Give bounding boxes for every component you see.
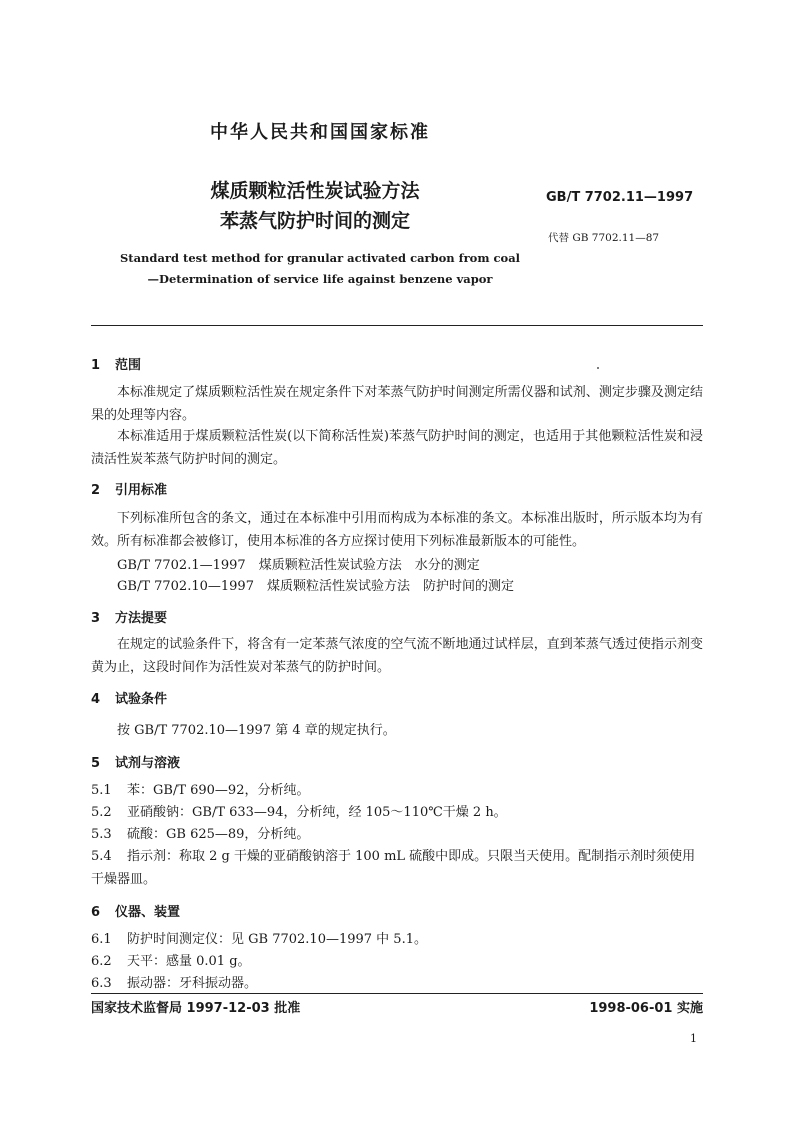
english-title-line2: —Determination of service life against benzene vapor bbox=[147, 272, 493, 286]
section-title: 试验条件 bbox=[115, 692, 168, 707]
section-number: 5 bbox=[91, 756, 101, 771]
item-text: 指示剂：称取 2 g 干燥的亚硝酸钠溶于 100 mL 硫酸中即成。只限当天使用。配制指示剂时须使用干燥器皿。 bbox=[91, 849, 696, 887]
chinese-title-line2: 苯蒸气防护时间的测定 bbox=[219, 210, 410, 232]
section-1-paragraph-1: 本标准规定了煤质颗粒活性炭在规定条件下对苯蒸气防护时间测定所需仪器和试剂、测定步骤及测定结果的处理等内容。 bbox=[91, 385, 703, 423]
item-number: 5.1 bbox=[91, 783, 112, 798]
section-title: 范围 bbox=[115, 358, 142, 373]
section-3-paragraph-1: 在规定的试验条件下，将含有一定苯蒸气浓度的空气流不断地通过试样层，直到苯蒸气透过使指示剂变黄为止，这段时间作为活性炭对苯蒸气的防护时间。 bbox=[91, 637, 703, 675]
item-number: 5.3 bbox=[91, 827, 112, 842]
english-title-line1: Standard test method for granular activated carbon from coal bbox=[119, 251, 521, 265]
section-1-paragraph-2: 本标准适用于煤质颗粒活性炭(以下简称活性炭)苯蒸气防护时间的测定，也适用于其他颗粒活性炭和浸渍活性炭苯蒸气防护时间的测定。 bbox=[91, 429, 703, 467]
item-number: 5.4 bbox=[91, 849, 112, 864]
item-text: 振动器：牙科振动器。 bbox=[127, 976, 258, 991]
item-number: 5.2 bbox=[91, 805, 112, 820]
item-text: 硫酸：GB 625—89，分析纯。 bbox=[127, 827, 310, 842]
item-number: 6.1 bbox=[91, 932, 112, 947]
item-6-3 bbox=[91, 972, 703, 995]
section-title: 方法提要 bbox=[115, 611, 168, 626]
reference-2: GB/T 7702.10—1997 煤质颗粒活性炭试验方法 防护时间的测定 bbox=[117, 579, 514, 594]
item-5-3 bbox=[91, 823, 703, 846]
implementation-date: 1998-06-01 实施 bbox=[589, 1001, 703, 1016]
item-text: 防护时间测定仪：见 GB 7702.10—1997 中 5.1。 bbox=[127, 932, 427, 947]
speck bbox=[597, 367, 599, 369]
approval-date: 国家技术监督局 1997-12-03 批准 bbox=[91, 1001, 301, 1016]
header-divider bbox=[91, 325, 703, 326]
item-text: 亚硝酸钠：GB/T 633—94，分析纯，经 105～110℃干燥 2 h。 bbox=[127, 805, 507, 820]
section-number: 4 bbox=[91, 692, 101, 707]
section-title: 引用标准 bbox=[115, 483, 168, 498]
page-number: 1 bbox=[690, 1032, 697, 1045]
item-text: 苯：GB/T 690—92，分析纯。 bbox=[127, 783, 310, 798]
item-5-4 bbox=[91, 845, 703, 891]
section-2-paragraph-1: 下列标准所包含的条文，通过在本标准中引用而构成为本标准的条文。本标准出版时，所示版本均为有效。所有标准都会被修订，使用本标准的各方应探讨使用下列标准最新版本的可能性。 bbox=[91, 511, 703, 549]
item-text: 天平：感量 0.01 g。 bbox=[127, 954, 251, 969]
national-standard-text: 中华人民共和国国家标准 bbox=[210, 122, 430, 143]
section-3-heading bbox=[91, 607, 167, 626]
section-4-paragraph-1: 按 GB/T 7702.10—1997 第 4 章的规定执行。 bbox=[117, 723, 396, 738]
replaces-note: 代替 GB 7702.11—87 bbox=[548, 232, 660, 244]
section-title: 仪器、装置 bbox=[115, 905, 181, 920]
section-6-heading bbox=[91, 901, 180, 920]
section-2-heading bbox=[91, 479, 167, 498]
item-number: 6.2 bbox=[91, 954, 112, 969]
section-number: 2 bbox=[91, 483, 101, 498]
section-number: 6 bbox=[91, 905, 101, 920]
section-number: 1 bbox=[91, 358, 101, 373]
reference-1: GB/T 7702.1—1997 煤质颗粒活性炭试验方法 水分的测定 bbox=[117, 558, 480, 573]
section-number: 3 bbox=[91, 611, 101, 626]
section-title: 试剂与溶液 bbox=[115, 756, 181, 771]
chinese-title-line1: 煤质颗粒活性炭试验方法 bbox=[210, 180, 420, 202]
item-number: 6.3 bbox=[91, 976, 112, 991]
section-5-heading bbox=[91, 752, 180, 771]
footer-divider bbox=[91, 993, 703, 994]
national-standard-heading bbox=[0, 118, 640, 144]
item-5-1 bbox=[91, 779, 703, 802]
item-6-1 bbox=[91, 928, 703, 951]
section-4-heading bbox=[91, 688, 167, 707]
standard-number: GB/T 7702.11—1997 bbox=[546, 190, 694, 205]
item-5-2 bbox=[91, 801, 703, 824]
section-1-heading bbox=[91, 354, 141, 373]
item-6-2 bbox=[91, 950, 703, 973]
